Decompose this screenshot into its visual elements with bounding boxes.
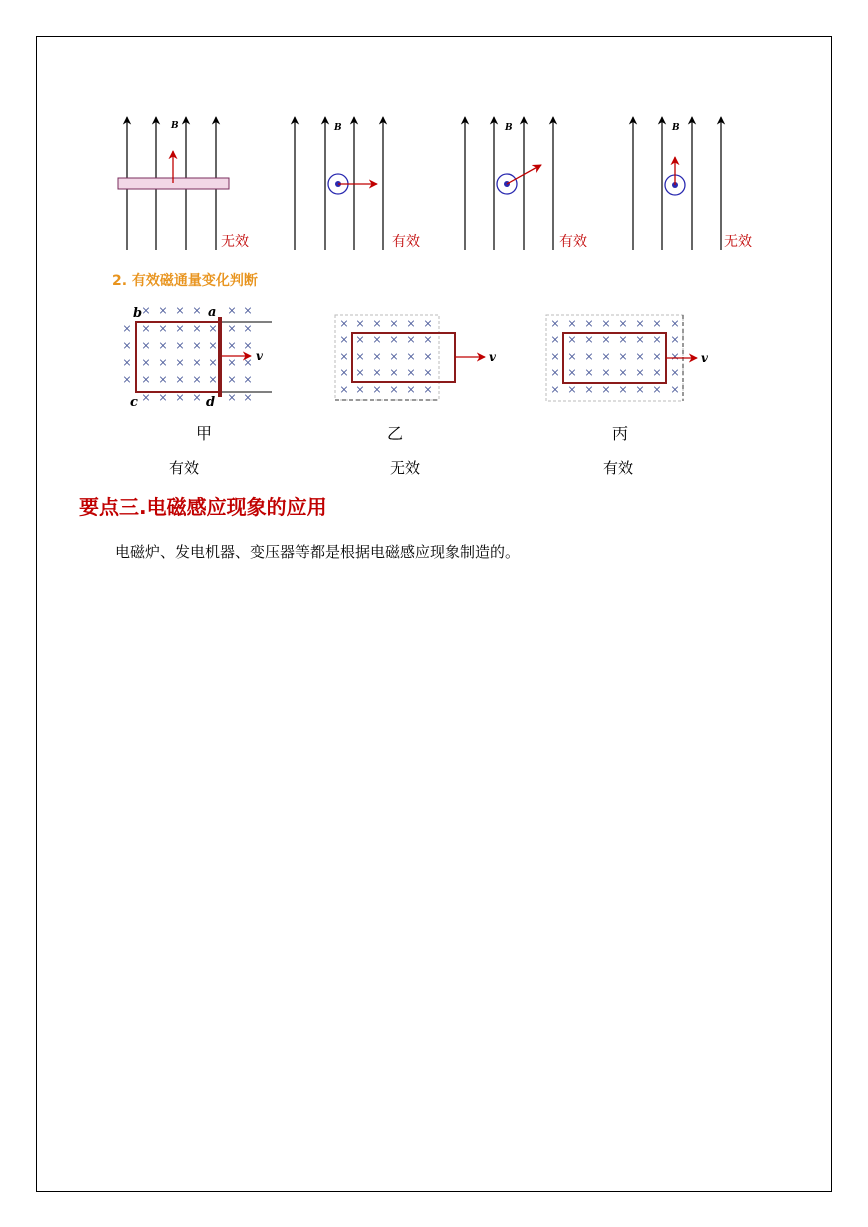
field-cross: × (601, 383, 611, 396)
field-cross: × (670, 333, 680, 346)
field-cross: × (227, 304, 237, 317)
verdict-jia: 有效 (168, 459, 199, 477)
caption-yi: 乙 (386, 424, 403, 443)
field-cross: × (192, 339, 202, 352)
field-figure-4 (633, 117, 721, 250)
field-cross: × (175, 373, 185, 386)
field-cross: × (158, 391, 168, 404)
field-cross: × (227, 322, 237, 335)
field-cross: × (208, 373, 218, 386)
caption-jia: 甲 (195, 424, 212, 443)
field-cross: × (141, 304, 151, 317)
field-cross: × (389, 317, 399, 330)
field-cross: × (618, 350, 628, 363)
field-cross: × (567, 333, 577, 346)
field-cross: × (243, 356, 253, 369)
verdict-figure-3: 有效 (559, 234, 587, 250)
field-cross: × (372, 383, 382, 396)
label-b: b (133, 306, 143, 321)
field-crosses-bing (550, 317, 679, 396)
field-cross: × (618, 383, 628, 396)
field-cross: × (618, 317, 628, 330)
field-cross: × (339, 350, 349, 363)
field-cross: × (372, 366, 382, 379)
field-cross: × (122, 356, 132, 369)
field-cross: × (635, 317, 645, 330)
field-cross: × (406, 333, 416, 346)
field-cross: × (158, 356, 168, 369)
field-crosses-yi (339, 317, 432, 396)
field-cross: × (122, 322, 132, 335)
field-cross: × (192, 373, 202, 386)
field-cross: × (550, 317, 560, 330)
field-cross: × (122, 339, 132, 352)
field-cross: × (618, 366, 628, 379)
field-cross: × (141, 356, 151, 369)
field-cross: × (550, 366, 560, 379)
field-cross: × (158, 339, 168, 352)
section-3-heading: 要点三.电磁感应现象的应用 (79, 495, 327, 519)
verdict-figure-2: 有效 (392, 234, 420, 250)
field-cross: × (141, 339, 151, 352)
field-cross: × (601, 350, 611, 363)
field-figure-2 (295, 117, 383, 250)
field-label-b: B (334, 123, 342, 133)
field-cross: × (670, 317, 680, 330)
field-cross: × (567, 383, 577, 396)
field-cross: × (175, 322, 185, 335)
field-cross: × (355, 383, 365, 396)
field-cross: × (243, 322, 253, 335)
field-cross: × (567, 366, 577, 379)
verdict-figure-1: 无效 (221, 234, 249, 250)
label-v: v (256, 349, 263, 363)
field-cross: × (208, 322, 218, 335)
field-cross: × (158, 304, 168, 317)
field-cross: × (652, 317, 662, 330)
field-cross: × (227, 373, 237, 386)
field-label-b: B (171, 121, 179, 131)
field-cross: × (670, 366, 680, 379)
verdict-yi: 无效 (389, 459, 420, 477)
field-cross: × (339, 366, 349, 379)
field-cross: × (355, 333, 365, 346)
field-cross: × (652, 333, 662, 346)
field-cross: × (192, 322, 202, 335)
field-cross: × (601, 333, 611, 346)
field-cross: × (567, 350, 577, 363)
field-cross: × (550, 383, 560, 396)
field-cross: × (243, 304, 253, 317)
field-cross: × (423, 317, 433, 330)
field-cross: × (389, 333, 399, 346)
field-label-b: B (672, 123, 680, 133)
field-cross: × (389, 350, 399, 363)
field-cross: × (141, 391, 151, 404)
field-cross: × (192, 304, 202, 317)
field-cross: × (635, 350, 645, 363)
field-cross: × (423, 333, 433, 346)
field-cross: × (372, 350, 382, 363)
field-cross: × (584, 383, 594, 396)
label-d: d (206, 395, 216, 410)
field-cross: × (122, 373, 132, 386)
field-cross: × (372, 317, 382, 330)
field-cross: × (243, 391, 253, 404)
field-cross: × (141, 373, 151, 386)
loop-figures-svg (0, 295, 868, 420)
body-paragraph: 电磁炉、发电机器、变压器等都是根据电磁感应现象制造的。 (115, 543, 521, 561)
label-v: v (489, 350, 496, 364)
field-figures-svg (0, 0, 868, 270)
field-cross: × (158, 322, 168, 335)
field-cross: × (227, 356, 237, 369)
field-cross: × (355, 317, 365, 330)
field-cross: × (355, 350, 365, 363)
field-figure-1 (118, 117, 229, 250)
label-a: a (208, 305, 217, 320)
field-cross: × (652, 350, 662, 363)
field-cross: × (141, 322, 151, 335)
field-cross: × (652, 383, 662, 396)
field-cross: × (158, 373, 168, 386)
verdict-bing: 有效 (602, 459, 633, 477)
field-cross: × (406, 317, 416, 330)
field-cross: × (208, 339, 218, 352)
field-cross: × (175, 356, 185, 369)
field-cross: × (550, 333, 560, 346)
field-cross: × (389, 366, 399, 379)
field-cross: × (406, 383, 416, 396)
field-cross: × (423, 350, 433, 363)
label-v: v (701, 351, 708, 365)
field-cross: × (635, 366, 645, 379)
field-cross: × (389, 383, 399, 396)
field-cross: × (192, 356, 202, 369)
field-cross: × (355, 366, 365, 379)
field-cross: × (339, 383, 349, 396)
field-cross: × (243, 373, 253, 386)
label-c: c (130, 395, 138, 410)
field-cross: × (584, 317, 594, 330)
field-cross: × (339, 333, 349, 346)
field-cross: × (339, 317, 349, 330)
field-cross: × (584, 333, 594, 346)
verdict-figure-4: 无效 (724, 234, 752, 250)
field-cross: × (635, 333, 645, 346)
field-cross: × (601, 366, 611, 379)
field-cross: × (423, 366, 433, 379)
field-cross: × (635, 383, 645, 396)
field-cross: × (175, 304, 185, 317)
field-cross: × (175, 339, 185, 352)
field-cross: × (406, 366, 416, 379)
field-cross: × (550, 350, 560, 363)
field-figure-3 (465, 117, 553, 250)
field-cross: × (567, 317, 577, 330)
field-cross: × (601, 317, 611, 330)
field-cross: × (423, 383, 433, 396)
section-2-title: 2. 有效磁通量变化判断 (112, 273, 258, 289)
field-cross: × (192, 391, 202, 404)
field-cross: × (372, 333, 382, 346)
field-cross: × (208, 356, 218, 369)
caption-bing: 丙 (611, 424, 628, 443)
field-cross: × (618, 333, 628, 346)
field-cross: × (227, 339, 237, 352)
field-cross: × (406, 350, 416, 363)
field-cross: × (175, 391, 185, 404)
field-label-b: B (505, 123, 513, 133)
field-cross: × (670, 350, 680, 363)
field-cross: × (227, 391, 237, 404)
field-cross: × (584, 366, 594, 379)
field-cross: × (652, 366, 662, 379)
field-cross: × (584, 350, 594, 363)
field-cross: × (243, 339, 253, 352)
field-cross: × (670, 383, 680, 396)
